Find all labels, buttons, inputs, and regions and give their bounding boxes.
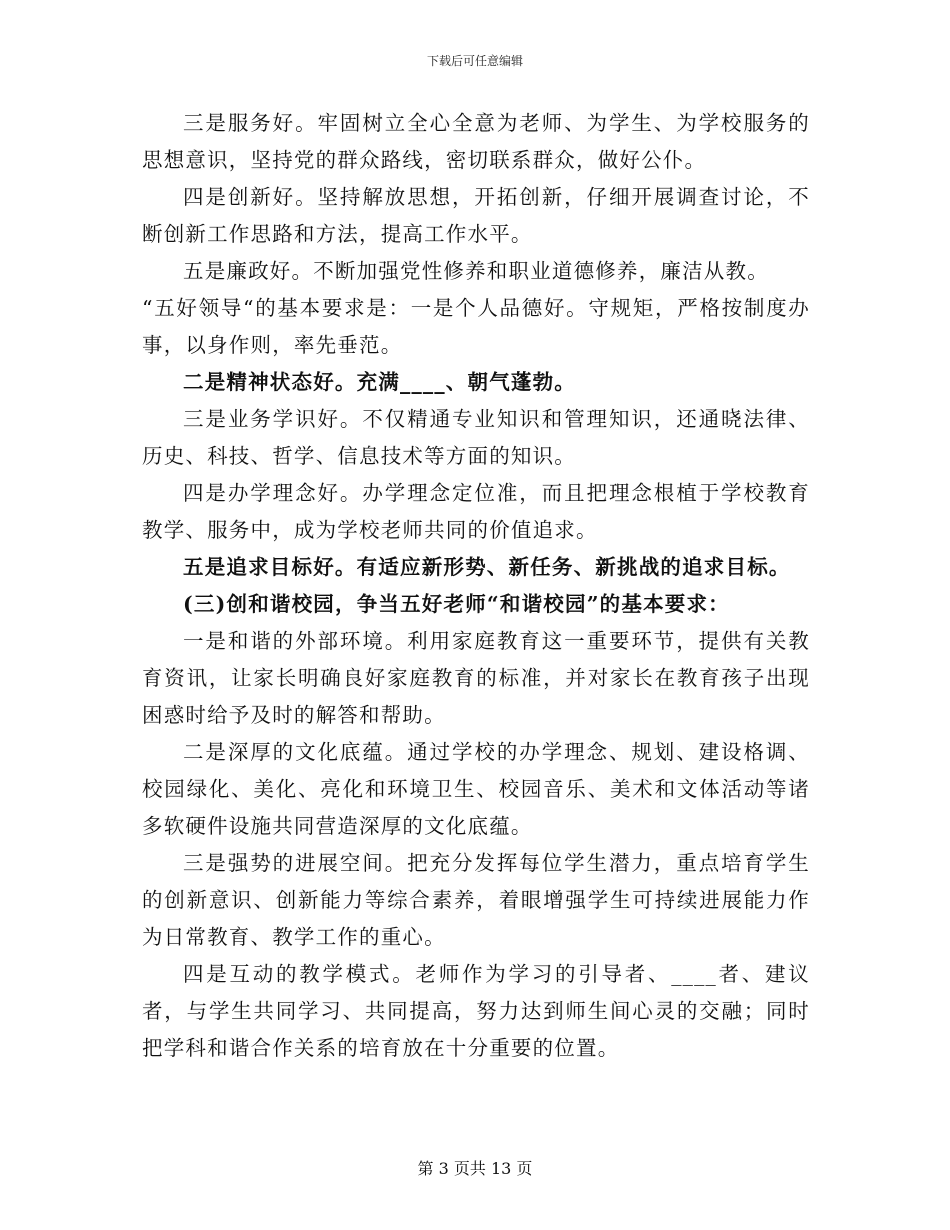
paragraph-spirit: 二是精神状态好。充满____、朝气蓬勃。	[183, 370, 576, 394]
paragraph-external-environment: 一是和谐的外部环境。利用家庭教育这一重要环节，提供有关教育资讯，让家长明确良好家庭教育的标准，并对家长在教育孩子出现困惑时给予及时的解答和帮助。	[142, 629, 810, 727]
paragraph-teaching-mode: 四是互动的教学模式。老师作为学习的引导者、____者、建议者，与学生共同学习、共同提高，努力达到师生间心灵的交融；同时把学科和谐合作关系的培育放在十分重要的位置。	[142, 962, 810, 1060]
page-footer: 第 3 页共 13 页	[417, 1159, 533, 1178]
paragraph-goal: 五是追求目标好。有适应新形势、新任务、新挑战的追求目标。	[183, 555, 791, 579]
paragraph-development-space: 三是强势的进展空间。把充分发挥每位学生潜力，重点培育学生的创新意识、创新能力等综合素养，着眼增强学生可持续进展能力作为日常教育、教学工作的重心。	[142, 851, 810, 949]
page-header: 下载后可任意编辑	[426, 54, 523, 68]
paragraph-five-good-leader: “五好领导“的基本要求是：一是个人品德好。守规矩，严格按制度办事，以身作则，率先垂范。	[142, 296, 810, 357]
paragraph-culture: 二是深厚的文化底蕴。通过学校的办学理念、规划、建设格调、校园绿化、美化、亮化和环境卫生、校园音乐、美术和文体活动等诸多软硬件设施共同营造深厚的文化底蕴。	[142, 740, 810, 838]
paragraph-service: 三是服务好。牢固树立全心全意为老师、为学生、为学校服务的思想意识，坚持党的群众路线，密切联系群众，做好公仆。	[142, 111, 810, 172]
paragraph-philosophy: 四是办学理念好。办学理念定位准，而且把理念根植于学校教育教学、服务中，成为学校老师共同的价值追求。	[142, 481, 810, 542]
paragraph-integrity: 五是廉政好。不断加强党性修养和职业道德修养，廉洁从教。	[183, 259, 769, 283]
paragraph-innovation: 四是创新好。坚持解放思想，开拓创新，仔细开展调查讨论，不断创新工作思路和方法，提高工作水平。	[142, 185, 810, 246]
section-heading-harmonious-campus: (三)创和谐校园，争当五好老师“和谐校园”的基本要求：	[183, 592, 730, 616]
paragraph-knowledge: 三是业务学识好。不仅精通专业知识和管理知识，还通晓法律、历史、科技、哲学、信息技术等方面的知识。	[142, 407, 810, 468]
document-body	[142, 105, 810, 1067]
